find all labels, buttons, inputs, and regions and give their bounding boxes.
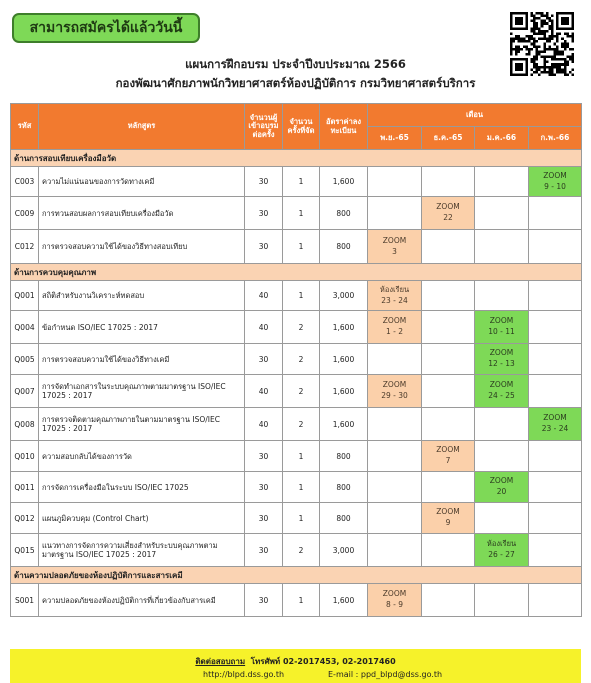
email-link[interactable]: E-mail : ppd_blpd@dss.go.th <box>328 670 443 679</box>
session-scheduled[interactable] <box>368 281 422 311</box>
empty-month-cell <box>422 375 475 408</box>
empty-month-cell <box>368 408 422 441</box>
empty-month-cell <box>529 281 582 311</box>
course-code: C003 <box>11 167 39 197</box>
header-fee: อัตราค่าลงทะเบียน <box>320 104 368 150</box>
course-row <box>11 230 582 264</box>
course-fee: 3,000 <box>320 534 368 567</box>
month-feb: ก.พ.-66 <box>529 127 582 150</box>
session-mode: ZOOM <box>382 380 407 390</box>
course-code: Q004 <box>11 311 39 344</box>
course-name: ความไม่แน่นอนของการวัดทางเคมี <box>39 167 245 197</box>
session-zoom[interactable] <box>475 375 529 408</box>
empty-month-cell <box>529 230 582 264</box>
course-seats: 40 <box>245 281 283 311</box>
session-dates: 7 <box>445 456 451 465</box>
course-times: 1 <box>283 230 320 264</box>
course-seats: 30 <box>245 584 283 617</box>
session-scheduled[interactable] <box>368 584 422 617</box>
session-scheduled[interactable] <box>368 230 422 264</box>
empty-month-cell <box>529 503 582 534</box>
course-name: ความปลอดภัยของห้องปฏิบัติการที่เกี่ยวข้องกับสารเคมี <box>39 584 245 617</box>
course-row <box>11 441 582 472</box>
session-dates: 24 - 25 <box>488 391 515 400</box>
course-row <box>11 584 582 617</box>
section-title: ด้านการสอบเทียบเครื่องมือวัด <box>11 150 582 167</box>
empty-month-cell <box>475 197 529 230</box>
course-times: 2 <box>283 375 320 408</box>
empty-month-cell <box>422 344 475 375</box>
empty-month-cell <box>422 408 475 441</box>
plan-title: แผนการฝึกอบรม ประจำปีงบประมาณ 2566 <box>185 57 406 71</box>
session-dates: 10 - 11 <box>488 327 515 336</box>
course-code: Q011 <box>11 472 39 503</box>
course-times: 1 <box>283 472 320 503</box>
session-scheduled[interactable] <box>422 197 475 230</box>
course-code: Q015 <box>11 534 39 567</box>
empty-month-cell <box>475 281 529 311</box>
empty-month-cell <box>475 441 529 472</box>
course-fee: 3,000 <box>320 281 368 311</box>
session-mode: ZOOM <box>543 170 567 180</box>
apply-now-banner[interactable]: สามารถสมัครได้แล้ววันนี้ <box>12 13 200 43</box>
session-mode: ZOOM <box>436 445 460 455</box>
empty-month-cell <box>422 472 475 503</box>
header-code: รหัส <box>11 104 39 150</box>
course-row <box>11 281 582 311</box>
session-mode: ห้องเรียน <box>379 284 410 294</box>
course-times: 2 <box>283 408 320 441</box>
session-dates: 29 - 30 <box>381 391 408 400</box>
department-title: กองพัฒนาศักยภาพนักวิทยาศาสตร์ห้องปฏิบัติการ กรมวิทยาศาสตร์บริการ <box>115 76 476 90</box>
course-fee: 800 <box>320 503 368 534</box>
course-seats: 30 <box>245 197 283 230</box>
course-fee: 1,600 <box>320 584 368 617</box>
month-jan: ม.ค.-66 <box>475 127 529 150</box>
session-mode: ZOOM <box>543 413 567 423</box>
session-dates: 23 - 24 <box>381 295 408 305</box>
course-seats: 30 <box>245 344 283 375</box>
contact-bar <box>10 649 581 683</box>
course-row <box>11 503 582 534</box>
course-name: แนวทางการจัดการความเสี่ยงสำหรับระบบคุณภาพตามมาตรฐาน ISO/IEC 17025 : 2017 <box>39 534 245 567</box>
empty-month-cell <box>422 584 475 617</box>
empty-month-cell <box>422 311 475 344</box>
month-dec: ธ.ค.-65 <box>422 127 475 150</box>
course-times: 2 <box>283 344 320 375</box>
session-dates: 20 <box>496 487 507 496</box>
course-code: C012 <box>11 230 39 264</box>
empty-month-cell <box>368 472 422 503</box>
session-mode: ห้องเรียน <box>486 539 517 549</box>
month-nov: พ.ย.-65 <box>368 127 422 150</box>
session-zoom[interactable] <box>475 344 529 375</box>
session-mode: ZOOM <box>489 380 514 390</box>
course-seats: 30 <box>245 534 283 567</box>
course-name: การจัดทำเอกสารในระบบคุณภาพตามมาตรฐาน ISO/IEC 17025 : 2017 <box>39 375 245 408</box>
course-fee: 1,600 <box>320 408 368 441</box>
session-scheduled[interactable] <box>368 311 422 344</box>
course-name: การทวนสอบผลการสอบเทียบเครื่องมือวัด <box>39 197 245 230</box>
course-seats: 40 <box>245 408 283 441</box>
course-name: ความสอบกลับได้ของการวัด <box>39 441 245 472</box>
session-mode: ZOOM <box>489 316 514 326</box>
session-dates: 3 <box>392 246 397 256</box>
session-dates: 8 - 9 <box>385 600 404 609</box>
empty-month-cell <box>475 584 529 617</box>
session-dates: 22 <box>443 213 453 222</box>
training-schedule-table <box>10 103 582 617</box>
session-mode: ZOOM <box>489 476 514 486</box>
session-mode: ZOOM <box>382 316 407 326</box>
course-times: 1 <box>283 503 320 534</box>
course-seats: 40 <box>245 311 283 344</box>
course-name: การจัดการเครื่องมือในระบบ ISO/IEC 17025 <box>39 472 245 503</box>
course-times: 1 <box>283 167 320 197</box>
course-code: Q008 <box>11 408 39 441</box>
session-dates: 12 - 13 <box>488 359 515 368</box>
session-dates: 26 - 27 <box>488 550 515 559</box>
course-name: การตรวจสอบความใช้ได้ของวิธีทางสอบเทียบ <box>39 230 245 264</box>
empty-month-cell <box>475 408 529 441</box>
session-zoom[interactable] <box>529 408 582 441</box>
course-times: 1 <box>283 584 320 617</box>
empty-month-cell <box>529 441 582 472</box>
session-dates: 9 - 10 <box>544 181 566 191</box>
course-name: การตรวจติดตามคุณภาพภายในตามมาตรฐาน ISO/IEC 17025 : 2017 <box>39 408 245 441</box>
course-fee: 800 <box>320 230 368 264</box>
contact-line <box>10 655 581 668</box>
empty-month-cell <box>368 197 422 230</box>
empty-month-cell <box>529 534 582 567</box>
course-times: 2 <box>283 534 320 567</box>
header-seats: จำนวนผู้เข้าอบรมต่อครั้ง <box>245 104 283 150</box>
course-row <box>11 311 582 344</box>
session-zoom[interactable] <box>529 167 582 197</box>
session-mode: ZOOM <box>382 589 407 599</box>
empty-month-cell <box>422 281 475 311</box>
empty-month-cell <box>422 167 475 197</box>
empty-month-cell <box>475 230 529 264</box>
section-title: ด้านการควบคุมคุณภาพ <box>11 264 582 281</box>
header-times: จำนวนครั้งที่จัด <box>283 104 320 150</box>
empty-month-cell <box>368 534 422 567</box>
contact-label: ติดต่อสอบถาม <box>195 657 246 666</box>
section-row <box>11 567 582 584</box>
empty-month-cell <box>475 167 529 197</box>
course-code: Q005 <box>11 344 39 375</box>
course-name: สถิติสำหรับงานวิเคราะห์ทดสอบ <box>39 281 245 311</box>
empty-month-cell <box>368 503 422 534</box>
course-row <box>11 375 582 408</box>
qr-code-icon[interactable] <box>510 12 574 76</box>
session-mode: ZOOM <box>382 235 407 245</box>
session-dates: 1 - 2 <box>385 327 404 336</box>
session-mode: ZOOM <box>436 507 460 517</box>
session-dates: 23 - 24 <box>541 424 569 433</box>
course-name: การตรวจสอบความใช้ได้ของวิธีทางเคมี <box>39 344 245 375</box>
course-name: ข้อกำหนด ISO/IEC 17025 : 2017 <box>39 311 245 344</box>
course-fee: 1,600 <box>320 344 368 375</box>
course-seats: 30 <box>245 441 283 472</box>
course-fee: 1,600 <box>320 311 368 344</box>
session-mode: ZOOM <box>436 202 460 212</box>
course-seats: 40 <box>245 375 283 408</box>
empty-month-cell <box>422 534 475 567</box>
course-row <box>11 197 582 230</box>
course-code: Q001 <box>11 281 39 311</box>
course-row <box>11 344 582 375</box>
section-title: ด้านความปลอดภัยของห้องปฏิบัติการและสารเคมี <box>11 567 582 584</box>
course-fee: 1,600 <box>320 167 368 197</box>
course-fee: 800 <box>320 441 368 472</box>
session-zoom[interactable] <box>475 534 529 567</box>
course-row <box>11 408 582 441</box>
website-link[interactable]: http://blpd.dss.go.th <box>203 670 285 679</box>
empty-month-cell <box>529 197 582 230</box>
course-code: S001 <box>11 584 39 617</box>
empty-month-cell <box>529 472 582 503</box>
course-row <box>11 167 582 197</box>
empty-month-cell <box>368 167 422 197</box>
contact-phone[interactable]: โทรศัพท์ 02-2017453, 02-2017460 <box>250 657 396 666</box>
empty-month-cell <box>529 344 582 375</box>
course-code: Q010 <box>11 441 39 472</box>
empty-month-cell <box>422 230 475 264</box>
course-times: 1 <box>283 197 320 230</box>
course-times: 1 <box>283 441 320 472</box>
course-code: Q007 <box>11 375 39 408</box>
empty-month-cell <box>529 375 582 408</box>
course-fee: 1,600 <box>320 375 368 408</box>
course-name: แผนภูมิควบคุม (Control Chart) <box>39 503 245 534</box>
session-mode: ZOOM <box>489 348 514 358</box>
course-row <box>11 534 582 567</box>
header-months: เดือน <box>368 104 582 127</box>
section-row <box>11 150 582 167</box>
course-times: 2 <box>283 311 320 344</box>
session-scheduled[interactable] <box>422 441 475 472</box>
course-seats: 30 <box>245 472 283 503</box>
empty-month-cell <box>529 311 582 344</box>
course-fee: 800 <box>320 197 368 230</box>
course-times: 1 <box>283 281 320 311</box>
course-seats: 30 <box>245 230 283 264</box>
session-dates: 9 <box>445 518 451 527</box>
session-zoom[interactable] <box>475 311 529 344</box>
empty-month-cell <box>529 584 582 617</box>
course-row <box>11 472 582 503</box>
course-seats: 30 <box>245 503 283 534</box>
empty-month-cell <box>368 441 422 472</box>
course-code: C009 <box>11 197 39 230</box>
empty-month-cell <box>368 344 422 375</box>
session-zoom[interactable] <box>475 472 529 503</box>
course-seats: 30 <box>245 167 283 197</box>
session-scheduled[interactable] <box>422 503 475 534</box>
session-scheduled[interactable] <box>368 375 422 408</box>
empty-month-cell <box>475 503 529 534</box>
course-fee: 800 <box>320 472 368 503</box>
section-row <box>11 264 582 281</box>
header-course: หลักสูตร <box>39 104 245 150</box>
course-code: Q012 <box>11 503 39 534</box>
